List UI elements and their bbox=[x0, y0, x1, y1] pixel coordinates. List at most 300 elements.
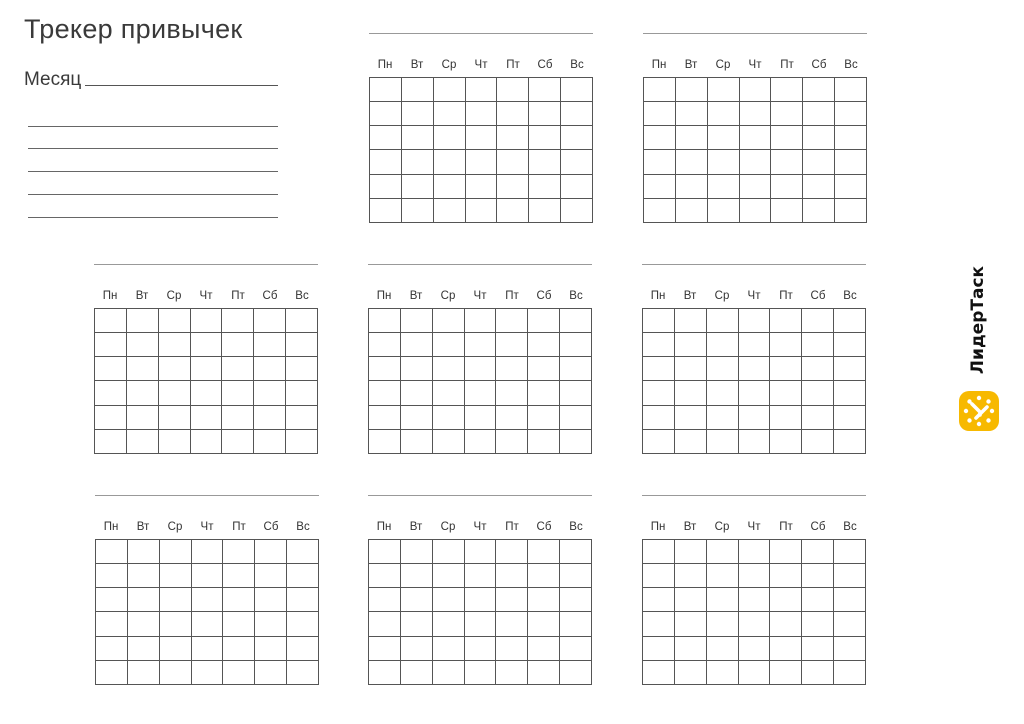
habit-cell[interactable] bbox=[191, 357, 223, 381]
habit-cell[interactable] bbox=[834, 540, 866, 564]
habit-cell[interactable] bbox=[223, 661, 255, 685]
habit-cell[interactable] bbox=[802, 309, 834, 333]
habit-cell[interactable] bbox=[159, 333, 191, 357]
habit-cell[interactable] bbox=[528, 540, 560, 564]
habit-cell[interactable] bbox=[192, 661, 224, 685]
habit-cell[interactable] bbox=[834, 430, 866, 454]
habit-cell[interactable] bbox=[739, 588, 771, 612]
habit-cell[interactable] bbox=[255, 661, 287, 685]
habit-cell[interactable] bbox=[643, 309, 675, 333]
habit-cell[interactable] bbox=[159, 381, 191, 405]
habit-cell[interactable] bbox=[643, 612, 675, 636]
habit-cell[interactable] bbox=[465, 588, 497, 612]
habit-cell[interactable] bbox=[160, 588, 192, 612]
habit-cell[interactable] bbox=[127, 430, 159, 454]
habit-cell[interactable] bbox=[433, 588, 465, 612]
habit-cell[interactable] bbox=[803, 102, 835, 126]
habit-cell[interactable] bbox=[191, 309, 223, 333]
habit-cell[interactable] bbox=[255, 637, 287, 661]
habit-cell[interactable] bbox=[560, 357, 592, 381]
habit-cell[interactable] bbox=[643, 406, 675, 430]
habit-cell[interactable] bbox=[675, 430, 707, 454]
habit-cell[interactable] bbox=[191, 333, 223, 357]
habit-cell[interactable] bbox=[254, 381, 286, 405]
habit-cell[interactable] bbox=[433, 309, 465, 333]
habit-cell[interactable] bbox=[402, 78, 434, 102]
habit-cell[interactable] bbox=[675, 637, 707, 661]
habit-cell[interactable] bbox=[497, 199, 529, 223]
habit-cell[interactable] bbox=[740, 150, 772, 174]
habit-cell[interactable] bbox=[707, 430, 739, 454]
habit-cell[interactable] bbox=[369, 309, 401, 333]
habit-cell[interactable] bbox=[802, 357, 834, 381]
habit-cell[interactable] bbox=[222, 430, 254, 454]
habit-cell[interactable] bbox=[401, 540, 433, 564]
habit-cell[interactable] bbox=[834, 661, 866, 685]
habit-cell[interactable] bbox=[708, 199, 740, 223]
habit-cell[interactable] bbox=[834, 564, 866, 588]
habit-cell[interactable] bbox=[770, 564, 802, 588]
habit-cell[interactable] bbox=[127, 406, 159, 430]
habit-cell[interactable] bbox=[465, 357, 497, 381]
habit-cell[interactable] bbox=[675, 540, 707, 564]
habit-cell[interactable] bbox=[676, 175, 708, 199]
habit-cell[interactable] bbox=[561, 126, 593, 150]
habit-cell[interactable] bbox=[95, 430, 127, 454]
habit-cell[interactable] bbox=[465, 430, 497, 454]
habit-cell[interactable] bbox=[433, 661, 465, 685]
habit-cell[interactable] bbox=[771, 78, 803, 102]
habit-cell[interactable] bbox=[644, 150, 676, 174]
habit-cell[interactable] bbox=[222, 333, 254, 357]
habit-cell[interactable] bbox=[644, 126, 676, 150]
habit-cell[interactable] bbox=[191, 406, 223, 430]
habit-cell[interactable] bbox=[802, 430, 834, 454]
habit-cell[interactable] bbox=[560, 540, 592, 564]
habit-cell[interactable] bbox=[222, 406, 254, 430]
habit-cell[interactable] bbox=[561, 150, 593, 174]
habit-cell[interactable] bbox=[287, 588, 319, 612]
habit-cell[interactable] bbox=[369, 588, 401, 612]
habit-cell[interactable] bbox=[496, 637, 528, 661]
habit-cell[interactable] bbox=[254, 406, 286, 430]
habit-cell[interactable] bbox=[286, 357, 318, 381]
habit-cell[interactable] bbox=[739, 309, 771, 333]
habit-cell[interactable] bbox=[675, 357, 707, 381]
habit-cell[interactable] bbox=[739, 661, 771, 685]
habit-cell[interactable] bbox=[770, 430, 802, 454]
habit-cell[interactable] bbox=[675, 564, 707, 588]
habit-cell[interactable] bbox=[369, 661, 401, 685]
habit-cell[interactable] bbox=[160, 661, 192, 685]
habit-cell[interactable] bbox=[255, 540, 287, 564]
habit-cell[interactable] bbox=[707, 612, 739, 636]
habit-cell[interactable] bbox=[465, 564, 497, 588]
habit-cell[interactable] bbox=[434, 150, 466, 174]
habit-cell[interactable] bbox=[128, 661, 160, 685]
habit-cell[interactable] bbox=[803, 150, 835, 174]
habit-cell[interactable] bbox=[496, 612, 528, 636]
habit-cell[interactable] bbox=[401, 588, 433, 612]
habit-cell[interactable] bbox=[528, 406, 560, 430]
habit-cell[interactable] bbox=[529, 102, 561, 126]
habit-cell[interactable] bbox=[707, 406, 739, 430]
habit-cell[interactable] bbox=[96, 637, 128, 661]
habit-cell[interactable] bbox=[835, 126, 867, 150]
habit-cell[interactable] bbox=[643, 588, 675, 612]
habit-cell[interactable] bbox=[191, 430, 223, 454]
habit-cell[interactable] bbox=[707, 540, 739, 564]
habit-cell[interactable] bbox=[496, 588, 528, 612]
habit-cell[interactable] bbox=[369, 333, 401, 357]
habit-cell[interactable] bbox=[192, 540, 224, 564]
habit-cell[interactable] bbox=[434, 126, 466, 150]
habit-cell[interactable] bbox=[835, 150, 867, 174]
habit-cell[interactable] bbox=[643, 564, 675, 588]
habit-cell[interactable] bbox=[370, 175, 402, 199]
habit-cell[interactable] bbox=[369, 637, 401, 661]
habit-cell[interactable] bbox=[369, 406, 401, 430]
habit-cell[interactable] bbox=[160, 564, 192, 588]
habit-cell[interactable] bbox=[802, 588, 834, 612]
habit-cell[interactable] bbox=[834, 309, 866, 333]
habit-cell[interactable] bbox=[739, 612, 771, 636]
habit-cell[interactable] bbox=[770, 381, 802, 405]
habit-cell[interactable] bbox=[465, 637, 497, 661]
habit-cell[interactable] bbox=[835, 199, 867, 223]
habit-cell[interactable] bbox=[644, 199, 676, 223]
habit-cell[interactable] bbox=[643, 333, 675, 357]
habit-cell[interactable] bbox=[675, 309, 707, 333]
habit-cell[interactable] bbox=[802, 381, 834, 405]
habit-cell[interactable] bbox=[529, 199, 561, 223]
habit-cell[interactable] bbox=[643, 661, 675, 685]
habit-cell[interactable] bbox=[401, 661, 433, 685]
habit-cell[interactable] bbox=[287, 612, 319, 636]
habit-cell[interactable] bbox=[286, 333, 318, 357]
habit-cell[interactable] bbox=[370, 199, 402, 223]
habit-cell[interactable] bbox=[192, 564, 224, 588]
habit-cell[interactable] bbox=[286, 430, 318, 454]
habit-cell[interactable] bbox=[159, 406, 191, 430]
habit-cell[interactable] bbox=[770, 333, 802, 357]
habit-cell[interactable] bbox=[740, 199, 772, 223]
habit-cell[interactable] bbox=[128, 564, 160, 588]
habit-cell[interactable] bbox=[561, 78, 593, 102]
habit-cell[interactable] bbox=[771, 199, 803, 223]
habit-cell[interactable] bbox=[676, 199, 708, 223]
habit-cell[interactable] bbox=[528, 333, 560, 357]
habit-cell[interactable] bbox=[127, 381, 159, 405]
habit-cell[interactable] bbox=[675, 661, 707, 685]
habit-cell[interactable] bbox=[644, 102, 676, 126]
habit-cell[interactable] bbox=[707, 381, 739, 405]
habit-cell[interactable] bbox=[676, 102, 708, 126]
habit-cell[interactable] bbox=[466, 126, 498, 150]
habit-cell[interactable] bbox=[802, 661, 834, 685]
habit-cell[interactable] bbox=[254, 309, 286, 333]
habit-cell[interactable] bbox=[707, 588, 739, 612]
habit-cell[interactable] bbox=[708, 175, 740, 199]
habit-cell[interactable] bbox=[402, 150, 434, 174]
habit-cell[interactable] bbox=[223, 612, 255, 636]
habit-cell[interactable] bbox=[401, 309, 433, 333]
habit-cell[interactable] bbox=[222, 309, 254, 333]
habit-cell[interactable] bbox=[528, 588, 560, 612]
habit-cell[interactable] bbox=[643, 357, 675, 381]
habit-cell[interactable] bbox=[402, 175, 434, 199]
habit-cell[interactable] bbox=[739, 540, 771, 564]
habit-cell[interactable] bbox=[560, 637, 592, 661]
habit-cell[interactable] bbox=[433, 637, 465, 661]
habit-cell[interactable] bbox=[561, 199, 593, 223]
habit-cell[interactable] bbox=[676, 150, 708, 174]
habit-cell[interactable] bbox=[529, 126, 561, 150]
habit-cell[interactable] bbox=[128, 637, 160, 661]
habit-cell[interactable] bbox=[465, 381, 497, 405]
habit-cell[interactable] bbox=[496, 381, 528, 405]
habit-cell[interactable] bbox=[369, 430, 401, 454]
habit-cell[interactable] bbox=[771, 150, 803, 174]
habit-cell[interactable] bbox=[497, 175, 529, 199]
habit-cell[interactable] bbox=[192, 588, 224, 612]
habit-cell[interactable] bbox=[369, 564, 401, 588]
habit-cell[interactable] bbox=[528, 381, 560, 405]
habit-cell[interactable] bbox=[401, 406, 433, 430]
habit-cell[interactable] bbox=[370, 126, 402, 150]
habit-cell[interactable] bbox=[529, 78, 561, 102]
habit-cell[interactable] bbox=[254, 357, 286, 381]
habit-cell[interactable] bbox=[560, 661, 592, 685]
habit-cell[interactable] bbox=[434, 78, 466, 102]
habit-cell[interactable] bbox=[159, 430, 191, 454]
habit-cell[interactable] bbox=[771, 126, 803, 150]
habit-cell[interactable] bbox=[433, 357, 465, 381]
habit-cell[interactable] bbox=[96, 564, 128, 588]
habit-cell[interactable] bbox=[370, 78, 402, 102]
habit-cell[interactable] bbox=[835, 102, 867, 126]
habit-cell[interactable] bbox=[286, 406, 318, 430]
habit-cell[interactable] bbox=[401, 612, 433, 636]
habit-cell[interactable] bbox=[834, 612, 866, 636]
habit-cell[interactable] bbox=[496, 406, 528, 430]
habit-cell[interactable] bbox=[803, 126, 835, 150]
habit-cell[interactable] bbox=[802, 564, 834, 588]
habit-cell[interactable] bbox=[287, 540, 319, 564]
habit-cell[interactable] bbox=[740, 78, 772, 102]
habit-cell[interactable] bbox=[96, 540, 128, 564]
habit-cell[interactable] bbox=[160, 637, 192, 661]
habit-cell[interactable] bbox=[496, 309, 528, 333]
habit-cell[interactable] bbox=[560, 564, 592, 588]
habit-cell[interactable] bbox=[560, 406, 592, 430]
habit-cell[interactable] bbox=[96, 612, 128, 636]
habit-cell[interactable] bbox=[159, 309, 191, 333]
habit-cell[interactable] bbox=[708, 126, 740, 150]
habit-cell[interactable] bbox=[286, 381, 318, 405]
habit-cell[interactable] bbox=[496, 540, 528, 564]
habit-cell[interactable] bbox=[560, 381, 592, 405]
habit-cell[interactable] bbox=[466, 150, 498, 174]
habit-cell[interactable] bbox=[401, 381, 433, 405]
habit-cell[interactable] bbox=[835, 78, 867, 102]
habit-cell[interactable] bbox=[496, 333, 528, 357]
habit-cell[interactable] bbox=[222, 381, 254, 405]
habit-cell[interactable] bbox=[739, 381, 771, 405]
habit-cell[interactable] bbox=[834, 406, 866, 430]
habit-cell[interactable] bbox=[708, 102, 740, 126]
habit-cell[interactable] bbox=[802, 612, 834, 636]
habit-cell[interactable] bbox=[644, 175, 676, 199]
habit-cell[interactable] bbox=[466, 102, 498, 126]
habit-cell[interactable] bbox=[561, 102, 593, 126]
habit-cell[interactable] bbox=[401, 357, 433, 381]
habit-cell[interactable] bbox=[528, 309, 560, 333]
habit-cell[interactable] bbox=[560, 430, 592, 454]
habit-cell[interactable] bbox=[560, 612, 592, 636]
habit-cell[interactable] bbox=[739, 333, 771, 357]
habit-cell[interactable] bbox=[739, 637, 771, 661]
habit-cell[interactable] bbox=[128, 540, 160, 564]
habit-cell[interactable] bbox=[466, 199, 498, 223]
habit-cell[interactable] bbox=[255, 588, 287, 612]
habit-cell[interactable] bbox=[254, 430, 286, 454]
habit-cell[interactable] bbox=[433, 612, 465, 636]
habit-cell[interactable] bbox=[287, 564, 319, 588]
habit-cell[interactable] bbox=[433, 333, 465, 357]
habit-cell[interactable] bbox=[434, 175, 466, 199]
habit-cell[interactable] bbox=[770, 661, 802, 685]
habit-cell[interactable] bbox=[675, 381, 707, 405]
habit-cell[interactable] bbox=[739, 564, 771, 588]
habit-cell[interactable] bbox=[370, 150, 402, 174]
habit-cell[interactable] bbox=[496, 357, 528, 381]
habit-cell[interactable] bbox=[127, 357, 159, 381]
habit-cell[interactable] bbox=[433, 430, 465, 454]
habit-cell[interactable] bbox=[96, 661, 128, 685]
habit-cell[interactable] bbox=[834, 588, 866, 612]
habit-cell[interactable] bbox=[254, 333, 286, 357]
habit-cell[interactable] bbox=[401, 637, 433, 661]
habit-cell[interactable] bbox=[802, 333, 834, 357]
habit-cell[interactable] bbox=[466, 78, 498, 102]
habit-cell[interactable] bbox=[255, 564, 287, 588]
habit-cell[interactable] bbox=[465, 661, 497, 685]
habit-cell[interactable] bbox=[95, 406, 127, 430]
habit-cell[interactable] bbox=[770, 357, 802, 381]
habit-cell[interactable] bbox=[401, 564, 433, 588]
habit-cell[interactable] bbox=[675, 406, 707, 430]
habit-cell[interactable] bbox=[740, 126, 772, 150]
habit-cell[interactable] bbox=[771, 175, 803, 199]
habit-cell[interactable] bbox=[643, 430, 675, 454]
habit-cell[interactable] bbox=[739, 357, 771, 381]
habit-cell[interactable] bbox=[223, 588, 255, 612]
habit-cell[interactable] bbox=[222, 357, 254, 381]
habit-cell[interactable] bbox=[528, 661, 560, 685]
habit-cell[interactable] bbox=[834, 637, 866, 661]
habit-cell[interactable] bbox=[95, 357, 127, 381]
habit-cell[interactable] bbox=[643, 637, 675, 661]
habit-cell[interactable] bbox=[675, 588, 707, 612]
habit-cell[interactable] bbox=[369, 612, 401, 636]
habit-cell[interactable] bbox=[465, 406, 497, 430]
habit-cell[interactable] bbox=[497, 102, 529, 126]
habit-cell[interactable] bbox=[528, 357, 560, 381]
habit-cell[interactable] bbox=[834, 333, 866, 357]
habit-cell[interactable] bbox=[771, 102, 803, 126]
habit-cell[interactable] bbox=[159, 357, 191, 381]
habit-cell[interactable] bbox=[643, 381, 675, 405]
habit-cell[interactable] bbox=[433, 406, 465, 430]
habit-cell[interactable] bbox=[434, 102, 466, 126]
habit-cell[interactable] bbox=[707, 637, 739, 661]
habit-cell[interactable] bbox=[834, 357, 866, 381]
habit-cell[interactable] bbox=[191, 381, 223, 405]
habit-cell[interactable] bbox=[528, 430, 560, 454]
habit-cell[interactable] bbox=[287, 637, 319, 661]
habit-cell[interactable] bbox=[127, 333, 159, 357]
habit-cell[interactable] bbox=[770, 309, 802, 333]
habit-cell[interactable] bbox=[370, 102, 402, 126]
habit-cell[interactable] bbox=[96, 588, 128, 612]
habit-cell[interactable] bbox=[561, 175, 593, 199]
habit-cell[interactable] bbox=[834, 381, 866, 405]
habit-cell[interactable] bbox=[740, 102, 772, 126]
habit-cell[interactable] bbox=[369, 381, 401, 405]
habit-cell[interactable] bbox=[497, 150, 529, 174]
habit-cell[interactable] bbox=[465, 333, 497, 357]
habit-cell[interactable] bbox=[770, 637, 802, 661]
habit-cell[interactable] bbox=[707, 564, 739, 588]
habit-cell[interactable] bbox=[127, 309, 159, 333]
habit-cell[interactable] bbox=[496, 564, 528, 588]
habit-cell[interactable] bbox=[223, 540, 255, 564]
habit-cell[interactable] bbox=[433, 564, 465, 588]
habit-cell[interactable] bbox=[95, 309, 127, 333]
habit-cell[interactable] bbox=[560, 333, 592, 357]
habit-cell[interactable] bbox=[402, 102, 434, 126]
habit-cell[interactable] bbox=[835, 175, 867, 199]
habit-cell[interactable] bbox=[675, 333, 707, 357]
habit-cell[interactable] bbox=[223, 564, 255, 588]
habit-cell[interactable] bbox=[803, 78, 835, 102]
habit-cell[interactable] bbox=[528, 564, 560, 588]
habit-cell[interactable] bbox=[802, 406, 834, 430]
habit-cell[interactable] bbox=[160, 540, 192, 564]
habit-cell[interactable] bbox=[708, 150, 740, 174]
habit-cell[interactable] bbox=[770, 540, 802, 564]
habit-cell[interactable] bbox=[560, 309, 592, 333]
habit-cell[interactable] bbox=[465, 612, 497, 636]
habit-cell[interactable] bbox=[95, 381, 127, 405]
habit-cell[interactable] bbox=[739, 430, 771, 454]
habit-cell[interactable] bbox=[803, 175, 835, 199]
habit-cell[interactable] bbox=[644, 78, 676, 102]
habit-cell[interactable] bbox=[433, 540, 465, 564]
habit-cell[interactable] bbox=[707, 333, 739, 357]
habit-cell[interactable] bbox=[128, 612, 160, 636]
habit-cell[interactable] bbox=[287, 661, 319, 685]
habit-cell[interactable] bbox=[192, 637, 224, 661]
habit-cell[interactable] bbox=[402, 199, 434, 223]
habit-cell[interactable] bbox=[676, 78, 708, 102]
habit-cell[interactable] bbox=[770, 406, 802, 430]
habit-cell[interactable] bbox=[802, 540, 834, 564]
habit-cell[interactable] bbox=[707, 309, 739, 333]
habit-cell[interactable] bbox=[465, 309, 497, 333]
habit-cell[interactable] bbox=[770, 588, 802, 612]
